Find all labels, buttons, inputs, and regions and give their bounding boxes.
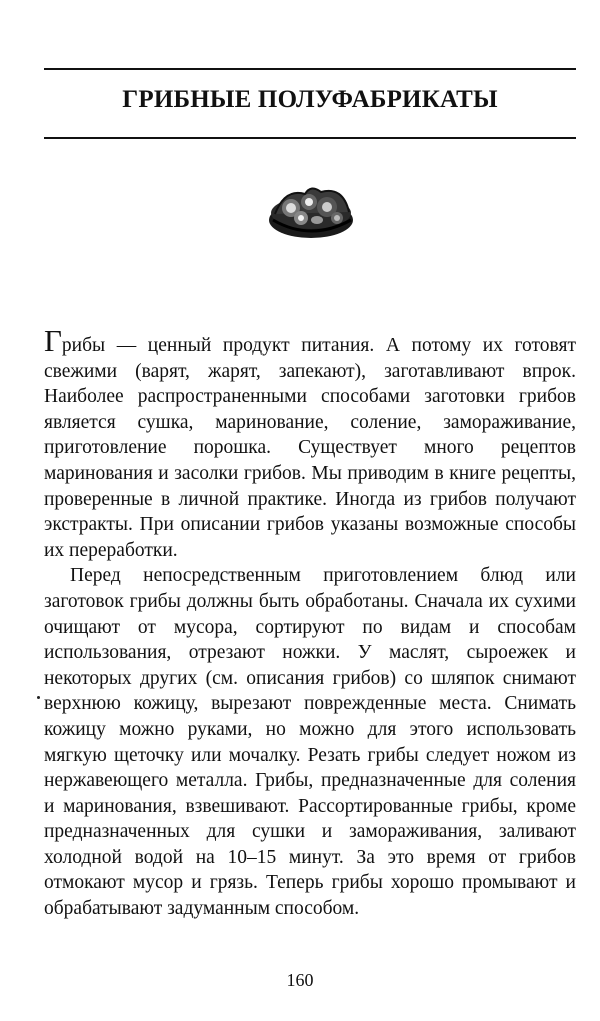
drop-cap: Г xyxy=(44,323,62,358)
scan-speck xyxy=(37,696,40,699)
bottom-rule xyxy=(44,137,576,139)
page-number: 160 xyxy=(286,970,314,990)
paragraph-2: Перед непосредственным приготовлением блюд или заготовок грибы должны быть обработаны. Сначала их сухими очищают от мусора, сортируют по видам и способам использования, отрезают ножки. У маслят, сыроежек и некоторых других (см. описания грибов) со шляпок снимают верхнюю кожицу, вырезают поврежденные места. Снимать кожицу можно руками, но можно для этого использовать мягкую щеточку или мочалку. Резать грибы следует ножом из нержавеющего металла. Грибы, предназначенные для соления и маринования, взвешивают. Рассортированные грибы, кроме предназначенных для сушки и замораживания, заливают холодной водой на 10–15 минут. За это время от грибов отмокают мусор и грязь. Теперь грибы хорошо промывают и обрабатывают задуманным способом. xyxy=(44,565,576,920)
top-rule xyxy=(44,68,576,70)
chapter-title: ГРИБНЫЕ ПОЛУФАБРИКАТЫ xyxy=(122,86,498,113)
mushroom-basket-icon xyxy=(265,180,357,242)
body-text xyxy=(44,323,576,922)
paragraph-1-text: рибы — ценный продукт питания. А потому их готовят свежими (варят, жарят, запекают), заготавливают впрок. Наиболее распространенными способами заготовки грибов является сушка, маринование, соление, замораживание, приготовление порошка. Существует много рецептов маринования и засолки грибов. Мы приводим в книге рецепты, проверенные в личной практике. Иногда из грибов получают экстракты. При описании грибов указаны возможные способы их переработки. xyxy=(44,335,576,561)
paragraph-1 xyxy=(44,323,576,563)
